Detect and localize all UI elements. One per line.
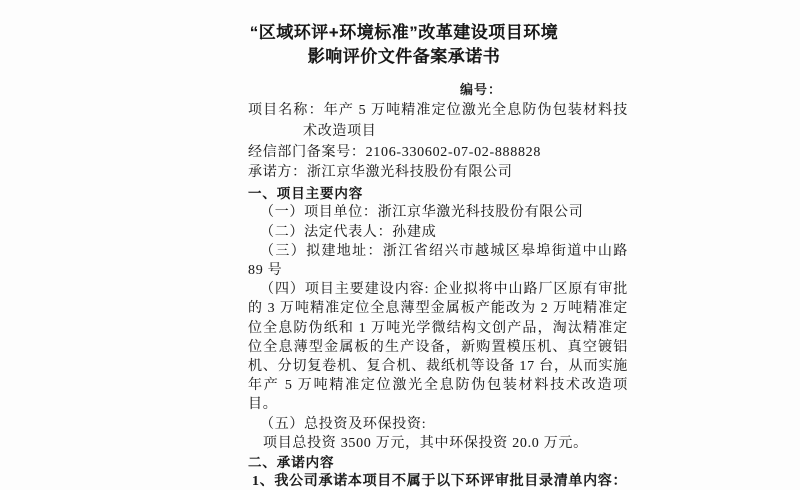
field-promisor-value: 浙江京华激光科技股份有限公司 — [306, 165, 513, 181]
field-promisor-label: 承诺方： — [248, 165, 307, 181]
document-title-line1: “区域环评+环境标准”改革建设项目环境 — [249, 23, 559, 42]
field-record-number-value: 2106-330602-07-02-888828 — [365, 144, 542, 160]
document-title — [160, 21, 648, 69]
field-project-name-value: 年产 5 万吨精准定位激光全息防伪包装材料技术改造项目 — [303, 103, 628, 139]
section1-item-1: （一）项目单位：浙江京华激光科技股份有限公司 — [260, 205, 584, 221]
field-project-name — [248, 101, 628, 143]
section1-item-4: （四）项目主要建设内容: 企业拟将中山路厂区原有审批的 3 万吨精准定位全息薄型金属板产能改为 2 万吨精准定位全息防伪纸和 1 万吨光学微结构文创产品，淘汰精准定位全息薄型金属板的生产设备，新购置模压机、真空镀铝机、分切复卷机、复合机、裁纸机等设备 17 台，从而实施年产 5 万吨精准定位激光全息防伪包装材料技术改造项目。 — [248, 282, 628, 413]
section1-item-5: （五）总投资及环保投资: — [260, 416, 427, 432]
section2-heading: 二、承诺内容 — [248, 455, 335, 471]
section1-item-2: （二）法定代表人：孙建成 — [260, 224, 437, 240]
section2-item-1: 1、我公司承诺本项目不属于以下环评审批目录清单内容： — [252, 474, 628, 490]
document-number-label: 编号： — [460, 82, 503, 97]
field-project-name-label: 项目名称： — [248, 103, 324, 118]
document-body — [248, 101, 628, 490]
section1-item-3: （三）拟建地址：浙江省绍兴市越城区皋埠街道中山路 89 号 — [248, 243, 628, 278]
field-promisor — [248, 163, 628, 184]
field-record-number-label: 经信部门备案号： — [248, 144, 366, 160]
investment-line: 项目总投资 3500 万元，其中环保投资 20.0 万元。 — [263, 435, 588, 451]
document-title-line2: 影响评价文件备案承诺书 — [307, 47, 501, 66]
field-record-number — [248, 143, 628, 164]
section1-heading: 一、项目主要内容 — [248, 186, 364, 202]
